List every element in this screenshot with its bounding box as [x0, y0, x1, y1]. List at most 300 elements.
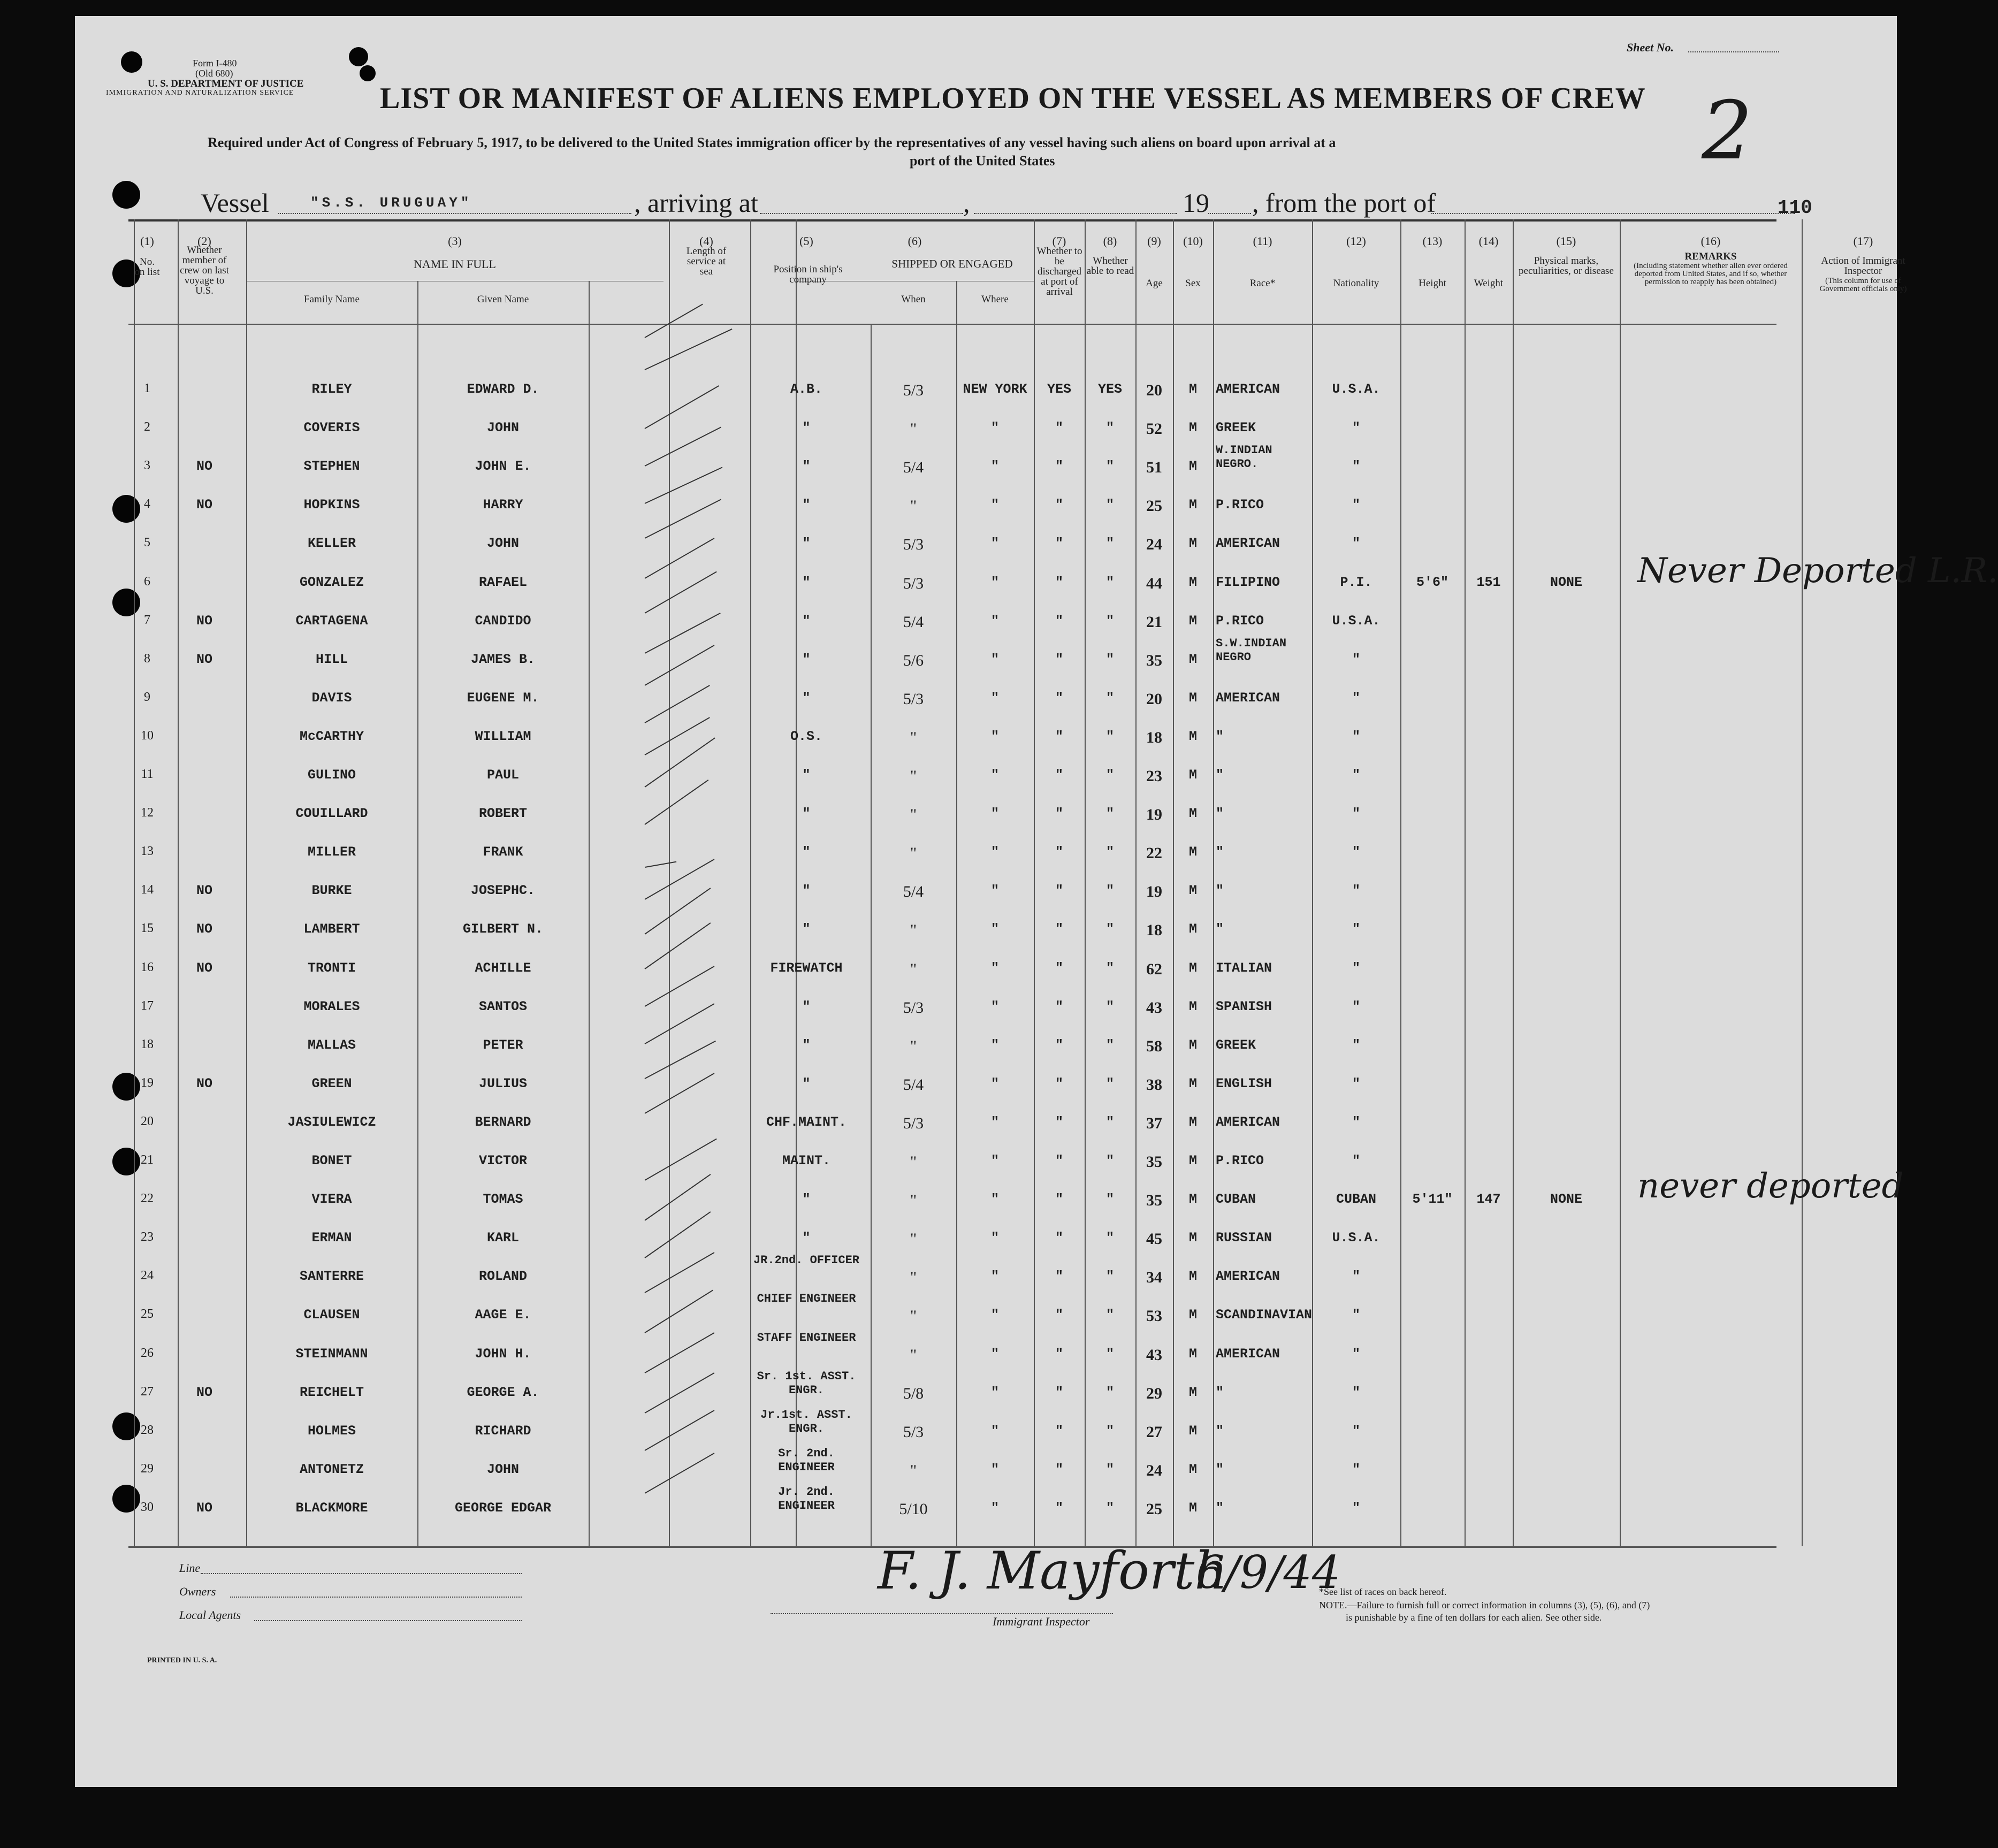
cell-where: " — [990, 921, 999, 937]
cell-given: RAFAEL — [478, 575, 527, 590]
cell-no: 18 — [141, 1037, 154, 1051]
cell-given: BERNARD — [475, 1114, 531, 1130]
col-family-name: Family Name — [304, 294, 360, 305]
cell-discharged: " — [1055, 883, 1063, 898]
cell-family: MALLAS — [307, 1037, 356, 1053]
cell-age: 37 — [1146, 1114, 1162, 1132]
cell-where: " — [990, 575, 999, 590]
cell-nationality: U.S.A. — [1332, 613, 1381, 629]
col-discharged: Whether to be discharged at port of arrival — [1036, 246, 1082, 297]
column-rule — [1400, 219, 1401, 1546]
cell-prev: NO — [196, 652, 212, 667]
cell-given: JOHN — [486, 420, 519, 436]
cell-read: " — [1105, 1500, 1114, 1516]
cell-prev: NO — [196, 497, 212, 513]
cell-given: JOHN — [486, 1462, 519, 1477]
cell-age: 62 — [1146, 960, 1162, 978]
cell-weight: 147 — [1476, 1192, 1501, 1207]
cell-nationality: " — [1352, 883, 1360, 898]
service-tick-mark — [645, 385, 720, 429]
cell-no: 23 — [141, 1230, 154, 1244]
col-able-to-read: Whether able to read — [1086, 255, 1134, 277]
cell-where: " — [990, 1307, 999, 1323]
cell-sex: M — [1188, 690, 1197, 706]
cell-read: " — [1105, 960, 1114, 976]
service-tick-mark — [645, 538, 715, 579]
cell-when: " — [910, 1269, 917, 1286]
cell-age: 22 — [1146, 844, 1162, 862]
cell-read: " — [1105, 613, 1114, 629]
cell-sex: M — [1188, 536, 1197, 551]
service-tick-mark — [644, 780, 708, 825]
cell-family: MORALES — [303, 999, 360, 1014]
cell-sex: M — [1188, 921, 1197, 937]
cell-no: 26 — [141, 1346, 154, 1360]
punch-hole — [360, 65, 376, 81]
cell-when: " — [910, 1307, 917, 1325]
cell-no: 9 — [144, 690, 150, 704]
cell-prev: NO — [196, 960, 212, 976]
cell-family: COUILLARD — [295, 806, 368, 821]
cell-prev: NO — [196, 1500, 212, 1516]
service-tick-mark — [644, 737, 715, 787]
cell-no: 14 — [141, 883, 154, 897]
cell-race: " — [1216, 1500, 1224, 1516]
cell-sex: M — [1188, 613, 1197, 629]
cell-position: " — [802, 767, 811, 783]
cell-family: JASIULEWICZ — [287, 1114, 376, 1130]
cell-discharged: " — [1055, 1307, 1063, 1323]
cell-where: " — [990, 806, 999, 821]
cell-marks: NONE — [1550, 575, 1582, 590]
cell-family: GONZALEZ — [299, 575, 364, 590]
cell-read: " — [1105, 1230, 1114, 1246]
cell-race: P.RICO — [1216, 1153, 1264, 1169]
cell-where: " — [990, 420, 999, 436]
cell-race: " — [1216, 729, 1224, 744]
service-tick-mark — [644, 922, 711, 969]
service-tick-mark — [645, 1139, 717, 1181]
col-nationality: Nationality — [1333, 278, 1379, 289]
cell-read: " — [1105, 1307, 1114, 1323]
column-rule — [1620, 219, 1621, 1546]
cell-race: " — [1216, 844, 1224, 860]
cell-no: 25 — [141, 1307, 154, 1321]
cell-nationality: " — [1352, 1500, 1360, 1516]
cell-no: 19 — [141, 1076, 154, 1090]
cell-nationality: " — [1352, 1462, 1360, 1477]
cell-when: " — [910, 497, 917, 515]
cell-when: 5/3 — [903, 1423, 924, 1441]
cell-where: " — [990, 1230, 999, 1246]
cell-sex: M — [1188, 729, 1197, 744]
cell-where: " — [990, 729, 999, 744]
arriving-label: , arriving at — [634, 188, 758, 218]
cell-where: " — [990, 690, 999, 706]
cell-given: GILBERT N. — [462, 921, 544, 937]
cell-read: " — [1105, 420, 1114, 436]
cell-sex: M — [1188, 381, 1197, 397]
cell-age: 19 — [1146, 883, 1162, 900]
cell-race: SPANISH — [1216, 999, 1272, 1014]
cell-discharged: " — [1055, 690, 1063, 706]
service-tick-mark — [645, 426, 721, 466]
cell-age: 25 — [1146, 1500, 1162, 1518]
cell-read: " — [1105, 999, 1114, 1014]
cell-when: " — [910, 1346, 917, 1364]
cell-race: GREEK — [1216, 420, 1256, 436]
cell-race: AMERICAN — [1216, 1269, 1280, 1284]
cell-where: " — [990, 1346, 999, 1362]
cell-family: STEINMANN — [295, 1346, 368, 1362]
cell-given: ROBERT — [478, 806, 527, 821]
cell-nationality: " — [1352, 921, 1360, 937]
cell-where: " — [990, 1037, 999, 1053]
cell-discharged: " — [1055, 1192, 1063, 1207]
vessel-name: "S.S. URUGUAY" — [310, 195, 472, 211]
service-tick-mark — [645, 1041, 716, 1079]
cell-prev: NO — [196, 1076, 212, 1091]
col-sex: Sex — [1185, 278, 1201, 289]
cell-discharged: " — [1055, 459, 1063, 474]
cell-family: HOPKINS — [303, 497, 360, 513]
col-height: Height — [1419, 278, 1446, 289]
cell-sex: M — [1188, 1153, 1197, 1169]
service-tick-mark — [645, 717, 710, 755]
cell-read: " — [1105, 1192, 1114, 1207]
cell-when: 5/3 — [903, 575, 924, 592]
cell-read: " — [1105, 459, 1114, 474]
cell-when: " — [910, 844, 917, 862]
cell-given: GEORGE A. — [467, 1385, 539, 1400]
cell-nationality: " — [1352, 1076, 1360, 1091]
cell-discharged: " — [1055, 767, 1063, 783]
cell-when: 5/3 — [903, 536, 924, 553]
cell-age: 45 — [1146, 1230, 1162, 1248]
cell-race: " — [1216, 921, 1224, 937]
cell-nationality: " — [1352, 497, 1360, 513]
cell-read: " — [1105, 652, 1114, 667]
service-tick-mark — [644, 1211, 711, 1258]
cell-discharged: " — [1055, 806, 1063, 821]
sheet-number-field — [1688, 51, 1779, 52]
cell-where: " — [990, 1192, 999, 1207]
cell-sex: M — [1188, 1346, 1197, 1362]
cell-position: MAINT. — [782, 1153, 830, 1169]
cell-when: " — [910, 921, 917, 939]
cell-nationality: " — [1352, 806, 1360, 821]
cell-age: 58 — [1146, 1037, 1162, 1055]
cell-family: HOLMES — [307, 1423, 356, 1439]
cell-nationality: " — [1352, 1153, 1360, 1169]
cell-race: AMERICAN — [1216, 690, 1280, 706]
col-shipped-or-engaged: SHIPPED OR ENGAGED — [891, 257, 1013, 270]
cell-no: 6 — [144, 575, 150, 589]
handwritten-sheet-mark: 2 — [1702, 85, 1753, 178]
cell-age: 20 — [1146, 381, 1162, 399]
cell-given: EDWARD D. — [467, 381, 539, 397]
cell-nationality: " — [1352, 729, 1360, 744]
cell-when: " — [910, 420, 917, 438]
cell-age: 18 — [1146, 921, 1162, 939]
service-tick-mark — [644, 1174, 711, 1221]
vessel-label: Vessel — [201, 188, 269, 218]
cell-no: 11 — [141, 767, 154, 781]
cell-given: CANDIDO — [475, 613, 531, 629]
cell-position: " — [802, 536, 811, 551]
cell-race: " — [1216, 767, 1224, 783]
cell-where: " — [990, 960, 999, 976]
cell-family: RILEY — [311, 381, 352, 397]
cell-no: 29 — [141, 1462, 154, 1476]
cell-no: 30 — [141, 1500, 154, 1514]
cell-family: CARTAGENA — [295, 613, 368, 629]
cell-where: " — [990, 1153, 999, 1169]
local-agents-label: Local Agents — [179, 1608, 241, 1622]
cell-position: CHIEF ENGINEER — [757, 1292, 856, 1305]
col-position: Position in ship's company — [773, 264, 843, 285]
cell-nationality: " — [1352, 690, 1360, 706]
cell-read: " — [1105, 690, 1114, 706]
cell-position: Jr.1st. ASST. ENGR. — [760, 1408, 852, 1435]
cell-read: " — [1105, 1346, 1114, 1362]
cell-where: " — [990, 1114, 999, 1130]
cell-given: PAUL — [486, 767, 519, 783]
cell-position: " — [802, 999, 811, 1014]
cell-when: 5/8 — [903, 1385, 924, 1402]
cell-position: " — [802, 1076, 811, 1091]
cell-position: A.B. — [790, 381, 822, 397]
note-line-2: is punishable by a fine of ten dollars for each alien. See other side. — [1346, 1612, 1602, 1623]
cell-race: " — [1216, 1385, 1224, 1400]
cell-sex: M — [1188, 1076, 1197, 1091]
service-tick-mark — [645, 304, 703, 338]
cell-when: " — [910, 1153, 917, 1171]
cell-nationality: " — [1352, 536, 1360, 551]
cell-age: 23 — [1146, 767, 1162, 785]
cell-discharged: " — [1055, 1037, 1063, 1053]
cell-discharged: " — [1055, 536, 1063, 551]
department-name: U. S. DEPARTMENT OF JUSTICE — [148, 78, 304, 89]
cell-nationality: " — [1352, 1037, 1360, 1053]
column-rule — [589, 281, 590, 1546]
cell-read: " — [1105, 844, 1114, 860]
cell-race: SCANDINAVIAN — [1216, 1307, 1313, 1323]
cell-when: " — [910, 1230, 917, 1248]
col-where: Where — [981, 294, 1009, 305]
cell-given: JULIUS — [478, 1076, 527, 1091]
cell-race: GREEK — [1216, 1037, 1256, 1053]
cell-when: " — [910, 960, 917, 978]
cell-given: AAGE E. — [475, 1307, 531, 1323]
cell-sex: M — [1188, 1192, 1197, 1207]
cell-prev: NO — [196, 921, 212, 937]
page-number: 110 — [1778, 197, 1812, 219]
cell-age: 35 — [1146, 1192, 1162, 1209]
cell-race: RUSSIAN — [1216, 1230, 1272, 1246]
cell-age: 38 — [1146, 1076, 1162, 1094]
cell-when: 5/4 — [903, 459, 924, 476]
cell-read: " — [1105, 767, 1114, 783]
cell-when: " — [910, 1192, 917, 1209]
cell-sex: M — [1188, 960, 1197, 976]
cell-position: " — [802, 420, 811, 436]
cell-marks: NONE — [1550, 1192, 1582, 1207]
cell-age: 21 — [1146, 613, 1162, 631]
cell-read: " — [1105, 921, 1114, 937]
cell-read: " — [1105, 1462, 1114, 1477]
cell-discharged: " — [1055, 497, 1063, 513]
cell-nationality: " — [1352, 1307, 1360, 1323]
cell-position: Sr. 2nd. ENGINEER — [778, 1447, 835, 1474]
cell-position: " — [802, 844, 811, 860]
cell-no: 24 — [141, 1269, 154, 1282]
cell-when: 5/3 — [903, 690, 924, 708]
punch-hole — [112, 589, 140, 616]
cell-no: 4 — [144, 497, 150, 511]
subtitle-line-1: Required under Act of Congress of February 5, 1917, to be delivered to the United States immigration officer by the representatives of any vessel having such aliens on board upon arrival at a — [208, 135, 1336, 150]
col-weight: Weight — [1474, 278, 1504, 289]
cell-family: LAMBERT — [303, 921, 360, 937]
cell-sex: M — [1188, 1269, 1197, 1284]
cell-sex: M — [1188, 497, 1197, 513]
cell-sex: M — [1188, 1385, 1197, 1400]
cell-nationality: " — [1352, 1385, 1360, 1400]
cell-when: 5/3 — [903, 999, 924, 1017]
cell-where: " — [990, 844, 999, 860]
cell-given: ACHILLE — [475, 960, 531, 976]
cell-position: " — [802, 1037, 811, 1053]
service-tick-mark — [645, 1252, 715, 1293]
cell-position: Sr. 1st. ASST. ENGR. — [757, 1370, 856, 1397]
cell-nationality: " — [1352, 767, 1360, 783]
cell-no: 22 — [141, 1192, 154, 1205]
cell-age: 44 — [1146, 575, 1162, 592]
cell-discharged: " — [1055, 420, 1063, 436]
cell-sex: M — [1188, 767, 1197, 783]
cell-no: 8 — [144, 652, 150, 666]
cell-read: " — [1105, 536, 1114, 551]
cell-no: 20 — [141, 1114, 154, 1128]
cell-when: " — [910, 1462, 917, 1479]
cell-read: " — [1105, 1385, 1114, 1400]
cell-given: SANTOS — [478, 999, 527, 1014]
col-name-in-full: NAME IN FULL — [414, 257, 496, 271]
service-tick-mark — [645, 861, 676, 868]
cell-family: SANTERRE — [299, 1269, 364, 1284]
cell-when: 5/4 — [903, 883, 924, 900]
cell-sex: M — [1188, 1114, 1197, 1130]
cell-nationality: " — [1352, 1346, 1360, 1362]
cell-position: " — [802, 883, 811, 898]
cell-sex: M — [1188, 1500, 1197, 1516]
cell-when: 5/3 — [903, 1114, 924, 1132]
form-number-old: (Old 680) — [195, 68, 233, 79]
service-tick-mark — [645, 1372, 715, 1414]
cell-discharged: " — [1055, 999, 1063, 1014]
service-tick-mark — [645, 1003, 715, 1044]
cell-no: 7 — [144, 613, 150, 627]
cell-given: HARRY — [483, 497, 523, 513]
cell-family: BURKE — [311, 883, 352, 898]
cell-race: CUBAN — [1216, 1192, 1256, 1207]
cell-position: CHF.MAINT. — [766, 1114, 847, 1130]
cell-age: 19 — [1146, 806, 1162, 823]
cell-when: " — [910, 1037, 917, 1055]
cell-no: 10 — [141, 729, 154, 743]
cell-position: " — [802, 690, 811, 706]
col-physical-marks: Physical marks, peculiarities, or disease — [1519, 255, 1614, 277]
cell-family: ERMAN — [311, 1230, 352, 1246]
column-rule — [1213, 219, 1214, 1546]
cell-read: " — [1105, 1076, 1114, 1091]
cell-age: 20 — [1146, 690, 1162, 708]
cell-read: " — [1105, 497, 1114, 513]
cell-position: " — [802, 652, 811, 667]
cell-nationality: CUBAN — [1336, 1192, 1376, 1207]
cell-family: McCARTHY — [299, 729, 364, 744]
cell-when: 5/3 — [903, 381, 924, 399]
cell-sex: M — [1188, 1230, 1197, 1246]
cell-discharged: " — [1055, 1500, 1063, 1516]
cell-sex: M — [1188, 844, 1197, 860]
cell-race: " — [1216, 883, 1224, 898]
service-tick-mark — [645, 645, 715, 686]
cell-race: P.RICO — [1216, 613, 1264, 629]
cell-read: " — [1105, 1423, 1114, 1439]
cell-given: EUGENE M. — [467, 690, 539, 706]
cell-position: " — [802, 575, 811, 590]
cell-family: DAVIS — [311, 690, 352, 706]
punch-hole — [349, 47, 368, 66]
cell-no: 1 — [144, 381, 150, 395]
cell-when: 5/6 — [903, 652, 924, 669]
cell-family: REICHELT — [299, 1385, 364, 1400]
col-inspector-note: (This column for use of Government officials only) — [1819, 277, 1907, 293]
cell-where: " — [990, 652, 999, 667]
cell-where: " — [990, 1462, 999, 1477]
cell-no: 3 — [144, 459, 150, 472]
cell-family: TRONTI — [307, 960, 356, 976]
cell-sex: M — [1188, 420, 1197, 436]
service-tick-mark — [645, 329, 733, 370]
cell-no: 16 — [141, 960, 154, 974]
cell-prev: NO — [196, 883, 212, 898]
cell-prev: NO — [196, 459, 212, 474]
cell-prev: NO — [196, 1385, 212, 1400]
cell-when: 5/10 — [899, 1500, 928, 1518]
cell-where: NEW YORK — [963, 381, 1027, 397]
cell-no: 13 — [141, 844, 154, 858]
cell-no: 28 — [141, 1423, 154, 1437]
punch-hole — [121, 51, 142, 73]
cell-sex: M — [1188, 1423, 1197, 1439]
cell-race: ITALIAN — [1216, 960, 1272, 976]
cell-where: " — [990, 883, 999, 898]
cell-position: " — [802, 497, 811, 513]
sheet-number-label: Sheet No. — [1627, 41, 1674, 54]
cell-when: " — [910, 767, 917, 785]
cell-family: GREEN — [311, 1076, 352, 1091]
col-inspector-action: Action of Immigrant Inspector — [1821, 255, 1905, 277]
col-race: Race* — [1249, 278, 1276, 289]
cell-age: 53 — [1146, 1307, 1162, 1325]
cell-read: " — [1105, 806, 1114, 821]
cell-discharged: " — [1055, 1230, 1063, 1246]
cell-read: " — [1105, 575, 1114, 590]
cell-when: 5/4 — [903, 613, 924, 631]
cell-race: AMERICAN — [1216, 381, 1280, 397]
